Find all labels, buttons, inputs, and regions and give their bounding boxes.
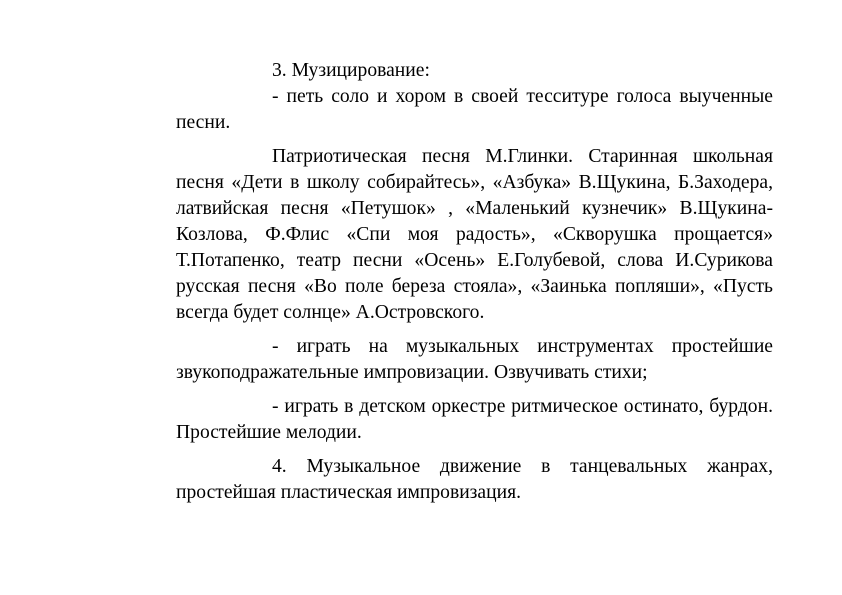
paragraph-orchestra: - играть в детском оркестре ритмическое остинато, бурдон. Простейшие мелодии.: [176, 396, 773, 443]
paragraph-instruments: - играть на музыкальных инструментах простейшие звукоподражательные импровизации. Озвучивать стихи;: [176, 336, 773, 383]
paragraph-singing: - петь соло и хором в своей тесситуре голоса выученные песни.: [176, 86, 773, 133]
text-block: [176, 58, 773, 506]
section-heading-musicmaking: 3. Музицирование:: [272, 60, 430, 81]
paragraph-song-list: Патриотическая песня М.Глинки. Старинная школьная песня «Дети в школу собирайтесь», «Азбука» В.Щукина, Б.Заходера, латвийская песня «Петушок» , «Маленький кузнечик» В.Щукина-Козлова, Ф.Флис «Спи моя радость», «Скворушка прощается» Т.Потапенко, театр песни «Осень» Е.Голубевой, слова И.Сурикова русская песня «Во поле береза стояла», «Заинька попляши», «Пусть всегда будет солнце» А.Островского.: [176, 146, 773, 323]
paragraph-movement: 4. Музыкальное движение в танцевальных жанрах, простейшая пластическая импровизация.: [176, 456, 773, 503]
